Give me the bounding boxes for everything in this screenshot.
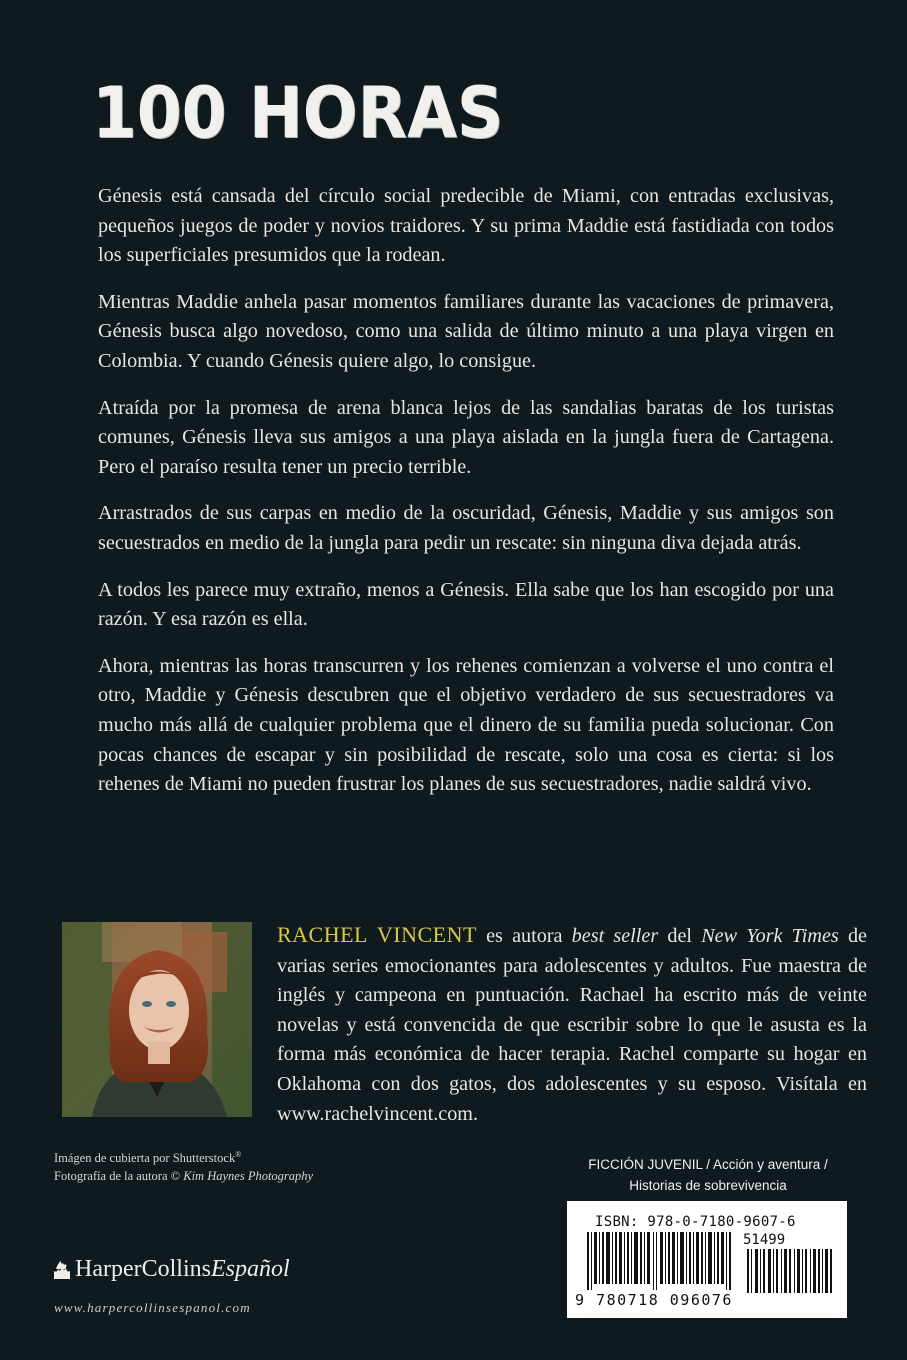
author-name: RACHEL VINCENT [277, 922, 477, 947]
blurb-paragraph: Atraída por la promesa de arena blanca lejos de las sandalias baratas de los turistas comunes, Génesis lleva sus amigos a una playa aislada en la jungla fuera de Cartagena. Pero el paraíso resulta tener un precio terrible. [98, 396, 834, 478]
cover-image-credit: Imágen de cubierta por Shutterstock [54, 1151, 236, 1166]
author-bio-text: del [658, 925, 702, 947]
author-bio-italic: New York Times [701, 925, 839, 947]
author-bio-text: de varias series emocionantes para adolescentes y adultos. Fue maestra de inglés y campeona en puntuación. Rachael ha escrito más de veinte novelas y está convencida de que escribir sobre lo que le asusta es la forma más económica de hacer terapia. Rachel comparte su hogar en Oklahoma con dos gatos, dos adolescentes y su esposo. Visítala en www.rachelvincent.com. [277, 925, 868, 1125]
ean-number: 9 780718 096076 [575, 1291, 733, 1309]
publisher-name-imprint: Español [210, 1256, 290, 1282]
genre-category [568, 1154, 848, 1196]
blurb-paragraph: Génesis está cansada del círculo social predecible de Miami, con entradas exclusivas, pequeños juegos de poder y novios traidores. Y su prima Maddie está fastidiada con todos los superficiales presumidos que la rodean. [98, 185, 834, 267]
photographer-name: Kim Haynes Photography [183, 1169, 314, 1184]
price-barcode-bars [747, 1249, 833, 1293]
flame-icon [52, 1259, 72, 1281]
ean-barcode-bars [587, 1232, 737, 1290]
photo-credit: Fotografía de la autora © [54, 1169, 184, 1184]
author-bio-text: es autora [476, 925, 572, 947]
registered-mark: ® [235, 1150, 242, 1159]
publisher-website[interactable]: www.harpercollinsespanol.com [54, 1300, 251, 1315]
author-photo [62, 922, 252, 1117]
category-line: Historias de sobrevivencia [629, 1178, 787, 1193]
blurb [98, 182, 834, 817]
price-code: 51499 [743, 1232, 786, 1248]
barcode [567, 1201, 847, 1318]
book-title: 100 HORAS [92, 72, 504, 154]
blurb-paragraph: Arrastrados de sus carpas en medio de la oscuridad, Génesis, Maddie y sus amigos son secuestrados en medio de la jungla para pedir un rescate: sin ninguna diva dejada atrás. [98, 502, 834, 554]
author-bio-italic: best seller [571, 925, 659, 947]
category-line: FICCIÓN JUVENIL / Acción y aventura / [588, 1157, 828, 1172]
publisher-logo [52, 1256, 290, 1283]
isbn-text: ISBN: 978-0-7180-9607-6 [595, 1214, 796, 1230]
blurb-paragraph: Mientras Maddie anhela pasar momentos familiares durante las vacaciones de primavera, Génesis busca algo novedoso, como una salida de último minuto a una playa virgen en Colombia. Y cuando Génesis quiere algo, lo consigue. [98, 290, 834, 372]
publisher-name: HarperCollins [75, 1256, 211, 1282]
image-credits [54, 1146, 313, 1185]
author-bio [277, 920, 867, 1129]
blurb-paragraph: Ahora, mientras las horas transcurren y los rehenes comienzan a volverse el uno contra el otro, Maddie y Génesis descubren que el objetivo verdadero de sus secuestradores va mucho más allá de cualquier problema que el dinero de su familia pueda solucionar. Con pocas chances de escapar y sin posibilidad de rescate, solo una cosa es cierta: si los rehenes de Miami no pueden frustrar los planes de sus secuestradores, nadie saldrá vivo. [98, 654, 834, 796]
blurb-paragraph: A todos les parece muy extraño, menos a Génesis. Ella sabe que los han escogido por una razón. Y esa razón es ella. [98, 578, 834, 631]
